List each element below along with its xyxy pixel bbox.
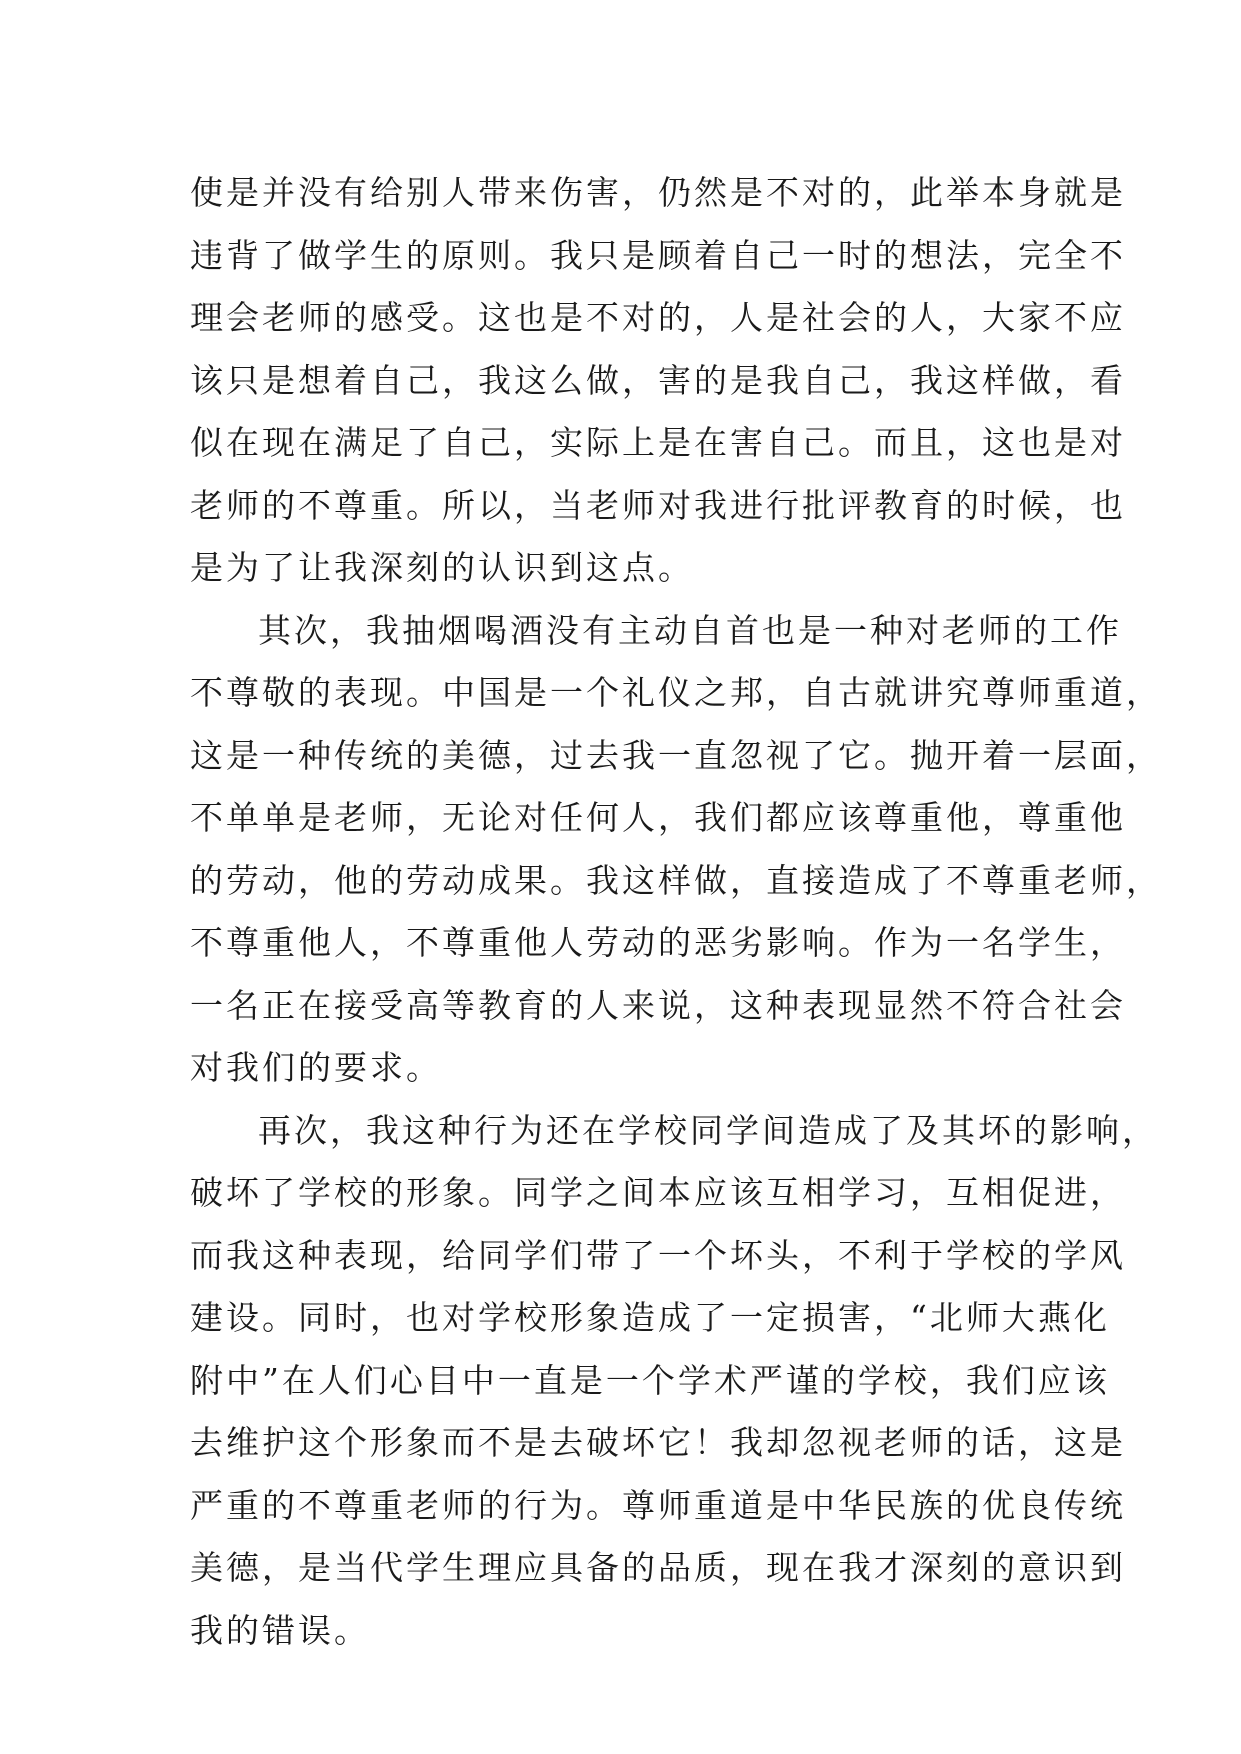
text-line: 不尊敬的表现。中国是一个礼仪之邦，自古就讲究尊师重道， bbox=[190, 673, 1162, 712]
document-body bbox=[190, 162, 1162, 1662]
text-line: 老师的不尊重。所以，当老师对我进行批评教育的时候，也 bbox=[190, 485, 1126, 525]
text-line: 理会老师的感受。这也是不对的，人是社会的人，大家不应 bbox=[190, 298, 1126, 337]
text-line: 一名正在接受高等教育的人来说，这种表现显然不符合社会 bbox=[190, 985, 1126, 1025]
text-line: 该只是想着自己，我这么做，害的是我自己，我这样做，看 bbox=[190, 360, 1126, 400]
text-line: 破坏了学校的形象。同学之间本应该互相学习，互相促进， bbox=[190, 1173, 1126, 1212]
text-line: 违背了做学生的原则。我只是顾着自己一时的想法，完全不 bbox=[190, 235, 1126, 275]
text-line: 这是一种传统的美德，过去我一直忽视了它。抛开着一层面， bbox=[190, 735, 1162, 775]
text-line: 不尊重他人，不尊重他人劳动的恶劣影响。作为一名学生， bbox=[190, 923, 1126, 962]
text-line: 对我们的要求。 bbox=[190, 1048, 442, 1087]
text-line: 严重的不尊重老师的行为。尊师重道是中华民族的优良传统 bbox=[190, 1485, 1126, 1525]
text-line: 去维护这个形象而不是去破坏它！我却忽视老师的话，这是 bbox=[190, 1423, 1126, 1462]
text-line: 美德，是当代学生理应具备的品质，现在我才深刻的意识到 bbox=[190, 1548, 1126, 1587]
text-line-indented: 再次，我这种行为还在学校同学间造成了及其坏的影响， bbox=[258, 1110, 1158, 1150]
text-line: 的劳动，他的劳动成果。我这样做，直接造成了不尊重老师， bbox=[190, 860, 1162, 900]
paragraph-1 bbox=[190, 162, 1126, 600]
text-line: 建设。同时，也对学校形象造成了一定损害，“北师大燕化 bbox=[190, 1298, 1110, 1337]
text-line: 使是并没有给别人带来伤害，仍然是不对的，此举本身就是 bbox=[190, 173, 1126, 212]
text-line-indented: 其次，我抽烟喝酒没有主动自首也是一种对老师的工作 bbox=[258, 610, 1122, 650]
paragraph-3 bbox=[190, 1100, 1158, 1663]
text-line: 不单单是老师，无论对任何人，我们都应该尊重他，尊重他 bbox=[190, 798, 1126, 837]
text-line: 附中”在人们心目中一直是一个学术严谨的学校，我们应该 bbox=[190, 1360, 1110, 1400]
text-line: 而我这种表现，给同学们带了一个坏头，不利于学校的学风 bbox=[190, 1235, 1126, 1275]
text-line: 似在现在满足了自己，实际上是在害自己。而且，这也是对 bbox=[190, 423, 1126, 462]
text-line: 是为了让我深刻的认识到这点。 bbox=[190, 548, 694, 587]
text-line: 我的错误。 bbox=[190, 1610, 370, 1650]
paragraph-2 bbox=[190, 600, 1162, 1100]
